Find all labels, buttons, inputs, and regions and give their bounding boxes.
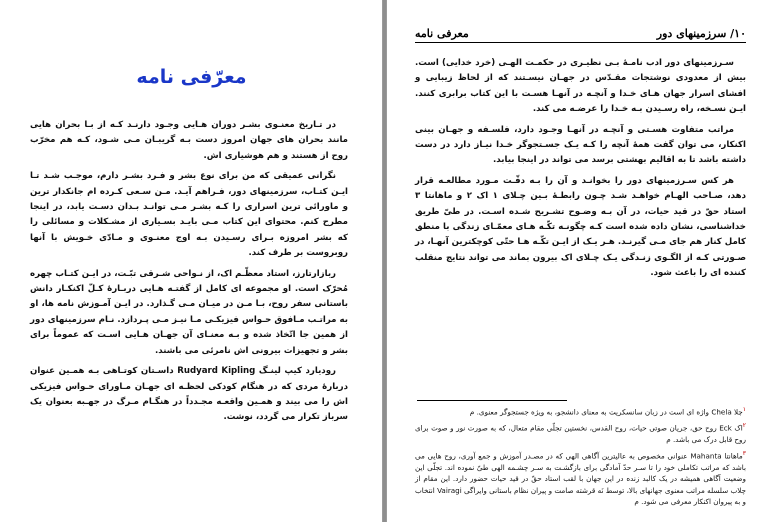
right-paragraph: سـرزمینهای دور ادب نامـهٔ بـی نظیـری در حکمـت الهـی (خرد خدایی) است. بیش از معدودی نوشتجات مقـدّس در جهـان نیسـتند که از لحاظ زیبایی و افشای اسرار جهان هـای خـدا و آنچـه در آنهـا هسـت با این کتاب برابری کنند. ایـن نسـخه، راه رسـیدن بـه خـدا را عرضـه می کند. [415, 58, 746, 115]
left-paragraph: روديارد کيپ لينـگ Rudyard Kipling داسـتان کوتـاهی بـه همـین عنوان دربارهٔ مردی که در هنگام کودکی لحظـه ای جهـان مـاورای حـواس فیزیکی اش را می بیند و همـین واقعـه مجـدداً در هنگـام مـرگ در جهـبه بعنوان یک سرباز تکرار می گردد، نوشت. [30, 366, 348, 423]
chapter-title: معرّفی نامه [136, 66, 247, 88]
right-paragraph: مراتب متفاوت هسـتی و آنچـه در آنهـا وجـود دارد، فلسـفه و جهـان بینی اکنکار، می توان گفت همهٔ آنچه را کـه یـک جسـتجوگر خـدا نیـاز دارد در دست داشته باشد تا به اقالیم بهشتی برسد می تواند در اینجا بیابد. [415, 124, 746, 166]
running-header [415, 22, 746, 43]
footnote-mark: ۱ [742, 406, 746, 413]
header-page-number: ۱۰/ سرزمینهای دور [656, 27, 746, 40]
right-paragraph: هر کس سـرزمینهای دور را بخوانـد و آن را بـه دقّـت مـورد مطالعـه قرار دهد، صـاحب الهـام خواهـد شـد چـون رابطـهٔ بـین چـلای ۱ اک ۲ و ماهانتا ۳ استاد حقّ در قید حیات، در آن بـه وضـوح تشـریح شـده اسـت. در طیّ طریق خداشناسی، نشان داده شده است کـه چگونـه تکّـه هـای معمّـای زندگی با منطق کامل کنار هم جای مـی گیرنـد. هـر یـک از ایـن تکّـه هـا حتّی کوچکترین آنهـا، در صـورتی کـه از الگـوی زنـدگی یـک چـلای اک بیرون بماند می تواند نتایج منقلب کننده ای را باعث شود. [415, 175, 747, 279]
right-body-text [415, 56, 746, 287]
right-page [386, 0, 768, 522]
header-section-title: معرفی نامه [415, 27, 469, 40]
left-page [0, 0, 383, 522]
footnote-text: چلا Chela واژه ای است در زبان سانسکریت به معنای دانشجو، به ویژه جستجوگر معنوی. م [469, 407, 743, 417]
footnote-mark: ۳ [742, 449, 747, 457]
left-paragraph: در تـاریخ معنـوی بشـر دوران هـایی وجـود دارنـد کـه از بـا بحران هایی مانند بحران های جهان امروز دست بـه گریبـان مـی شـود، کـه هم مخرّب روح از هستند و هم هوشیاری اش. [30, 120, 348, 161]
footnote-mark: ۲ [742, 421, 746, 429]
footnote [415, 420, 746, 446]
footnote-text: اک Eck روح حق، جریان صوتی حیات، روح القدس، نخستین تجلّی مقام متعال، که به صورت نور و صوت برای روح قابل درک می باشد. م [415, 423, 746, 444]
footnote-divider [417, 400, 567, 401]
footnote-text: ماهانتا Mahanta عنوانی مخصوص به عالیترین آگاهی الهی که در مصـدر آموزش و جمع آوری، روح هایی می باشد که مراتب تکاملی خود را تا سـر حدّ آمادگی برای بازگشـت به سـر چشـمه الهی طیّ نموده اند. تجلّی این وضعیت آگاهی همیشه در یک کالبد زنده در این جهان با لقب استاد حقّ در قید حیات حضور دارد. این مقام از چلاب سلسله مراتب معنوی جهانهای بالا، توسط نَه قرشته صامت و پیران نظام باستانی وایراگی Vairagi انتخاب و به پیروان اکنکار معرفی می شود. م [415, 450, 746, 507]
left-paragraph: ربازارتارز، استاد معظّـم اک، از نـواحی شـرقی تبّـت، در ایـن کتـاب چهره مُحرّک است. او مجموعه ای کامل از گفتـه هـایی دربـارهٔ کـلّ اکنکـار دانش باستانی سفر روح، بـا مـن در میـان مـی گـذارد. در ایـن آمـوزش نامه ها، او به مراتـب مـافوق حـواس فیزیکـی مـا نیـز مـی پـردازد. نـام سرزمینهای دور از همین جا اتّخاذ شده و بـه معنـای آن جهـان هـایی اسـت که عموماً برای بشر و تجهیزات بیرونی اش نامرئی می باشند. [30, 268, 348, 356]
footnote [415, 448, 746, 508]
left-paragraph: نگرانی عمیقی که من برای نوع بشر و فـرد بشـر دارم، موجـب شـد تـا ایـن کتـاب، سرزمینهای دور، فـراهم آیـد. مـن سـعی کـرده ام جانکدار ترین و ماورائی ترین اسراری را کـه بشـر مـی توانـد بـدان دسـت یابد، در اینجا مطرح کنم. محتوای این کتاب مـی بایـد بسـیاری از مشـکلات و مسائلی را که بشر امروزه بـرای رسـیدن بـه اوج معنـوی و مـادّی خـویش با آنها روبروست بر طرف کند. [30, 171, 348, 259]
left-body-text [30, 118, 348, 431]
footnotes [415, 404, 746, 510]
footnote [415, 404, 746, 418]
